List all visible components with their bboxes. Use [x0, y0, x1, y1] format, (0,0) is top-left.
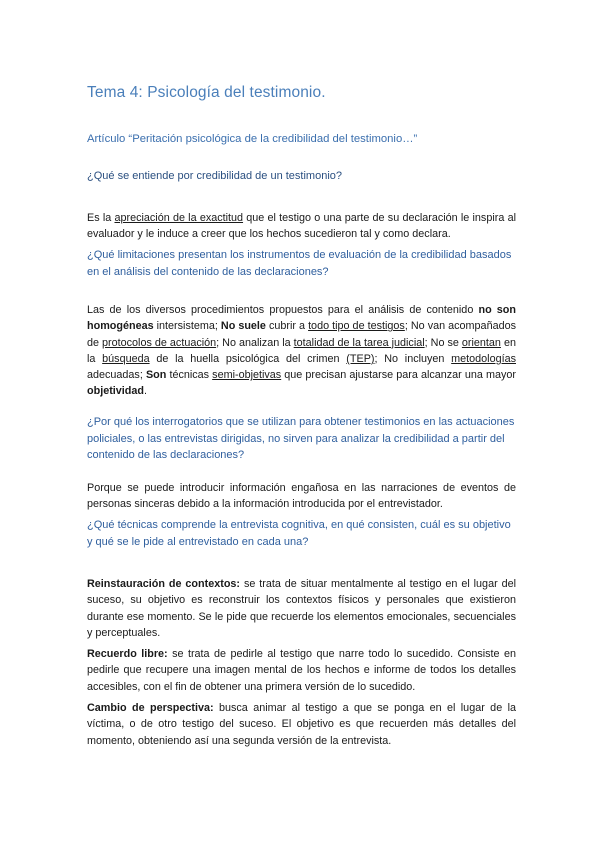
underlined-term: todo tipo de testigos: [308, 320, 405, 333]
underlined-term: orientan: [461, 336, 501, 349]
answer-text: que el testigo o una parte de su declaración le inspira al evaluador y le induce a creer que los hechos sucedieron tal y como declara.: [87, 212, 516, 241]
underlined-term: apreciación de la exactitud: [114, 212, 244, 224]
technique-name: Cambio de perspectiva:: [87, 702, 214, 714]
bold-term: objetividad: [87, 385, 144, 398]
question-1: ¿Qué se entiende por credibilidad de un testimonio?: [87, 170, 342, 182]
technique-reinstauracion: [87, 576, 516, 641]
article-subtitle: Artículo “Peritación psicológica de la credibilidad del testimonio…”: [87, 133, 418, 145]
answer-text: intersistema;: [153, 320, 221, 333]
technique-name: Recuerdo libre:: [87, 648, 168, 660]
bold-term: No suele: [220, 320, 266, 333]
answer-text: .: [144, 385, 147, 398]
technique-cambio-perspectiva: [87, 700, 516, 749]
underlined-term: metodologías: [451, 352, 516, 365]
answer-1: [87, 210, 516, 243]
underlined-term: totalidad de la tarea judicial: [293, 336, 425, 349]
technique-text: se trata de pedirle al testigo que narre todo lo sucedido. Consiste en pedirle que recupere una imagen mental de los hechos e informe de todos los detalles accesibles, con el fin de obtener una primera versión de lo sucedido.: [87, 648, 516, 693]
question-2: ¿Qué limitaciones presentan los instrumentos de evaluación de la credibilidad basados en el análisis del contenido de las declaraciones?: [87, 249, 512, 278]
underlined-term: búsqueda: [102, 352, 150, 365]
answer-3: Porque se puede introducir información engañosa en las narraciones de eventos de personas sinceras debido a la información introducida por el entrevistador.: [87, 482, 516, 511]
page-title: Tema 4: Psicología del testimonio.: [87, 84, 326, 101]
answer-text: adecuadas;: [87, 369, 146, 382]
answer-text: técnicas: [166, 369, 213, 382]
bold-term: no son homogéneas: [87, 304, 516, 333]
answer-2: [87, 302, 516, 400]
answer-text: cubrir a: [265, 320, 309, 333]
answer-text: de la huella psicológica del crimen: [149, 352, 347, 365]
technique-recuerdo-libre: [87, 646, 516, 695]
answer-text: ; No van acompañados de: [87, 320, 516, 349]
answer-text: ; No incluyen: [374, 352, 452, 365]
question-3: ¿Por qué los interrogatorios que se utilizan para obtener testimonios en las actuaciones policiales, o las entrevistas dirigidas, no sirven para analizar la credibilidad a partir del contenido de las declaraciones?: [87, 416, 515, 461]
answer-text: ; No analizan la: [216, 336, 294, 349]
underlined-term: semi-objetivas: [212, 369, 282, 382]
answer-text: en la: [87, 336, 516, 365]
answer-text: Es la: [87, 212, 115, 224]
answer-text: que precisan ajustarse para alcanzar una mayor: [281, 369, 516, 382]
technique-text: busca animar al testigo a que se ponga en el lugar de la víctima, o de otro testigo del suceso. El objetivo es que recuerden más detalles del momento, obteniendo así una segunda versión de la entrevista.: [87, 702, 516, 747]
bold-term: Son: [145, 369, 167, 382]
underlined-term: (TEP): [346, 352, 375, 365]
underlined-term: protocolos de actuación: [102, 336, 217, 349]
technique-text: se trata de situar mentalmente al testigo en el lugar del suceso, su objetivo es reconstruir los contextos físicos y personales que existieron durante ese momento. Se le pide que recuerde los elementos emocionales, secuenciales y perceptuales.: [87, 578, 516, 639]
technique-name: Reinstauración de contextos:: [87, 578, 241, 590]
question-4: ¿Qué técnicas comprende la entrevista cognitiva, en qué consisten, cuál es su objetivo y qué se le pide al entrevistado en cada una?: [87, 519, 511, 548]
answer-text: Las de los diversos procedimientos propuestos para el análisis de contenido: [87, 304, 479, 316]
answer-text: ; No se: [424, 336, 462, 349]
